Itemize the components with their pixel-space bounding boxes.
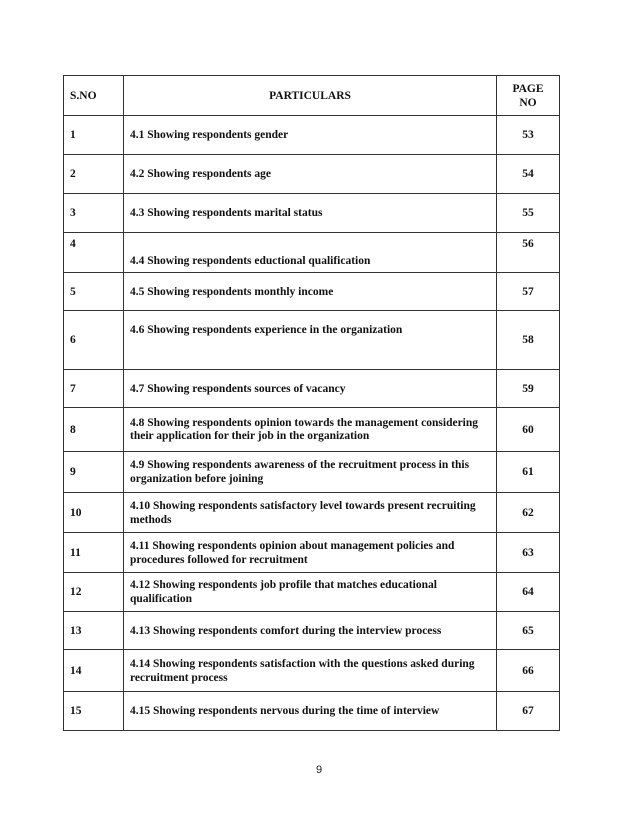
table-row bbox=[64, 533, 560, 573]
row-page: 64 bbox=[497, 573, 560, 612]
row-particulars: 4.1 Showing respondents gender bbox=[124, 116, 497, 155]
row-page: 56 bbox=[497, 233, 560, 273]
row-page: 66 bbox=[497, 650, 560, 692]
row-page: 65 bbox=[497, 612, 560, 650]
row-page: 57 bbox=[497, 273, 560, 311]
header-sno: S.NO bbox=[64, 76, 124, 116]
table-row bbox=[64, 573, 560, 612]
table-row bbox=[64, 650, 560, 692]
table-row bbox=[64, 408, 560, 452]
row-particulars: 4.11 Showing respondents opinion about management policies and procedures followed for recruitment bbox=[124, 533, 497, 573]
header-page-line2: NO bbox=[519, 96, 537, 109]
row-particulars: 4.10 Showing respondents satisfactory level towards present recruiting methods bbox=[124, 493, 497, 533]
row-page: 60 bbox=[497, 408, 560, 452]
table-row bbox=[64, 692, 560, 731]
row-particulars: 4.12 Showing respondents job profile that matches educational qualification bbox=[124, 573, 497, 612]
row-sno: 8 bbox=[64, 408, 124, 452]
table-row bbox=[64, 273, 560, 311]
row-sno: 9 bbox=[64, 452, 124, 493]
row-page: 61 bbox=[497, 452, 560, 493]
row-page: 53 bbox=[497, 116, 560, 155]
row-page: 58 bbox=[497, 311, 560, 370]
row-page: 63 bbox=[497, 533, 560, 573]
row-page: 67 bbox=[497, 692, 560, 731]
table-row bbox=[64, 612, 560, 650]
row-sno: 4 bbox=[64, 233, 124, 273]
row-sno: 5 bbox=[64, 273, 124, 311]
row-particulars: 4.15 Showing respondents nervous during the time of interview bbox=[124, 692, 497, 731]
contents-table bbox=[63, 75, 560, 731]
row-particulars: 4.3 Showing respondents marital status bbox=[124, 194, 497, 233]
row-page: 54 bbox=[497, 155, 560, 194]
row-sno: 1 bbox=[64, 116, 124, 155]
row-particulars: 4.4 Showing respondents eductional qualification bbox=[124, 233, 497, 273]
header-page-no bbox=[497, 76, 560, 116]
row-page: 62 bbox=[497, 493, 560, 533]
row-particulars: 4.14 Showing respondents satisfaction with the questions asked during recruitment process bbox=[124, 650, 497, 692]
row-sno: 15 bbox=[64, 692, 124, 731]
row-particulars: 4.9 Showing respondents awareness of the recruitment process in this organization before joining bbox=[124, 452, 497, 493]
row-particulars: 4.8 Showing respondents opinion towards the management considering their application for their job in the organization bbox=[124, 408, 497, 452]
row-sno: 2 bbox=[64, 155, 124, 194]
row-sno: 3 bbox=[64, 194, 124, 233]
row-sno: 10 bbox=[64, 493, 124, 533]
table-row bbox=[64, 452, 560, 493]
table-row bbox=[64, 493, 560, 533]
header-particulars: PARTICULARS bbox=[124, 76, 497, 116]
row-particulars: 4.2 Showing respondents age bbox=[124, 155, 497, 194]
table-row bbox=[64, 233, 560, 273]
row-page: 55 bbox=[497, 194, 560, 233]
table-row bbox=[64, 155, 560, 194]
row-sno: 6 bbox=[64, 311, 124, 370]
row-sno: 11 bbox=[64, 533, 124, 573]
row-page: 59 bbox=[497, 370, 560, 408]
row-particulars: 4.13 Showing respondents comfort during the interview process bbox=[124, 612, 497, 650]
row-sno: 13 bbox=[64, 612, 124, 650]
table-row bbox=[64, 311, 560, 370]
table-row bbox=[64, 194, 560, 233]
row-sno: 12 bbox=[64, 573, 124, 612]
header-page-line1: PAGE bbox=[512, 82, 544, 95]
row-particulars: 4.7 Showing respondents sources of vacancy bbox=[124, 370, 497, 408]
page-number: 9 bbox=[315, 764, 323, 776]
row-particulars: 4.6 Showing respondents experience in the organization bbox=[124, 311, 497, 370]
table-row bbox=[64, 116, 560, 155]
row-sno: 14 bbox=[64, 650, 124, 692]
header-row bbox=[64, 76, 560, 116]
table-row bbox=[64, 370, 560, 408]
row-particulars: 4.5 Showing respondents monthly income bbox=[124, 273, 497, 311]
row-sno: 7 bbox=[64, 370, 124, 408]
